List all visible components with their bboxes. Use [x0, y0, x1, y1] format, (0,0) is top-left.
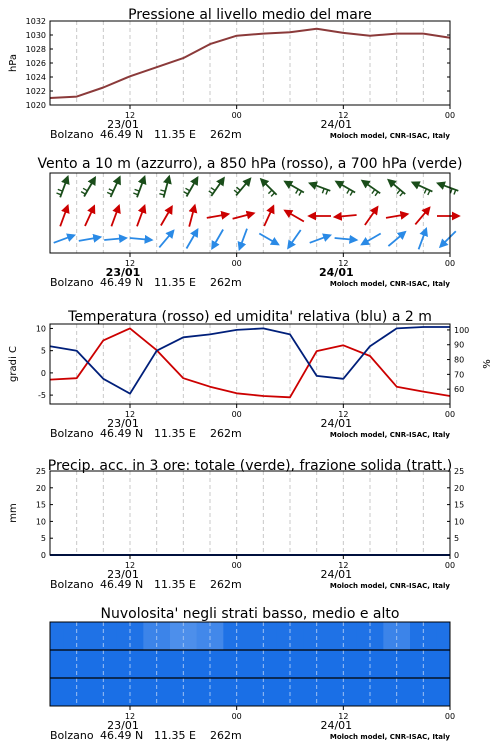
panel-frame-1	[50, 173, 450, 253]
wind-barb-tick	[454, 190, 456, 195]
wind-arrow	[137, 206, 145, 227]
time-tick-label: 00	[231, 259, 242, 268]
wind-barb-tick	[268, 190, 272, 194]
wind-barb-tick	[58, 189, 63, 191]
y-tick-label: 70	[454, 370, 465, 380]
panel-frame-2	[50, 324, 450, 404]
wind-barb-tick	[209, 191, 213, 194]
wind-arrow	[365, 207, 378, 225]
wind-arrow	[310, 235, 331, 243]
wind-barb-tick	[322, 189, 324, 194]
precipitation-panel	[8, 458, 464, 591]
station-lat: 46.49 N	[100, 578, 144, 591]
panel-frame-3	[50, 471, 450, 555]
y-tick-label: 1022	[25, 87, 46, 96]
wind-arrow	[412, 182, 432, 191]
wind-barb-tick	[159, 194, 164, 195]
y-tick-label: 0	[454, 551, 460, 560]
station-name: Bolzano	[50, 128, 94, 141]
date-label: 24/01	[320, 719, 353, 732]
station-name: Bolzano	[50, 276, 94, 289]
wind-arrow	[60, 206, 68, 227]
y-tick-label: 10	[35, 324, 46, 334]
y-tick-label: 1026	[25, 59, 46, 68]
y-axis-label: mm	[8, 503, 19, 523]
pressure-panel	[8, 7, 455, 141]
time-tick-label: 12	[124, 561, 136, 570]
time-tick-label: 12	[124, 410, 136, 419]
station-lon: 11.35 E	[154, 729, 196, 742]
chart-title: Precip. acc. in 3 ore: totale (verde), frazione solida (tratt.)	[47, 458, 453, 474]
date-label: 23/01	[107, 118, 139, 131]
station-name: Bolzano	[50, 427, 94, 440]
time-tick-label: 00	[231, 561, 242, 570]
y-tick-label: -5	[38, 391, 46, 401]
time-tick-label: 12	[338, 111, 349, 120]
station-elevation: 262m	[210, 578, 242, 591]
wind-barb-tick	[107, 192, 112, 194]
time-tick-label: 12	[338, 712, 349, 721]
wind-barb-tick	[184, 192, 188, 195]
time-tick-label: 12	[124, 259, 136, 268]
wind-arrow	[187, 230, 198, 249]
wind-arrow	[111, 206, 119, 227]
date-label: 23/01	[105, 266, 141, 279]
model-credit: Moloch model, CNR-ISAC, Italy	[329, 132, 450, 140]
cloud-cell	[50, 622, 63, 650]
time-tick-label: 12	[338, 259, 349, 268]
y-tick-label: 60	[454, 385, 465, 395]
chart-title: Temperatura (rosso) ed umidita' relativa (blu) a 2 m	[68, 309, 432, 325]
model-credit: Moloch model, CNR-ISAC, Italy	[329, 431, 450, 439]
wind-panel	[37, 156, 462, 289]
date-label: 23/01	[107, 719, 139, 732]
y-tick-label: 1024	[25, 73, 46, 82]
wind-barb-tick	[400, 192, 403, 196]
station-elevation: 262m	[210, 128, 242, 141]
chart-title: Nuvolosita' negli strati basso, medio e alto	[100, 606, 400, 622]
station-lon: 11.35 E	[154, 578, 196, 591]
wind-barb-tick	[133, 193, 138, 195]
wind-arrow	[79, 237, 101, 241]
y-axis-label: gradi C	[8, 346, 19, 382]
wind-barb-tick	[347, 189, 350, 193]
wind-arrow	[54, 235, 75, 243]
time-tick-label: 00	[444, 259, 456, 268]
time-tick-label: 12	[124, 712, 136, 721]
y-tick-label: 90	[454, 340, 465, 350]
chart-title: Pressione al livello medio del mare	[128, 7, 372, 23]
y-tick-label: 5	[454, 534, 460, 544]
wind-barb-tick	[428, 191, 430, 196]
station-elevation: 262m	[210, 427, 242, 440]
wind-arrow	[212, 230, 223, 249]
time-tick-label: 12	[338, 561, 349, 570]
y-tick-label: 100	[454, 325, 470, 335]
wind-barb-tick	[299, 191, 302, 195]
y-tick-label: 25	[454, 467, 465, 476]
wind-barb-tick	[296, 189, 299, 193]
wind-barb-tick	[375, 192, 378, 196]
wind-barb-tick	[397, 190, 400, 194]
wind-barb-tick	[234, 190, 238, 193]
model-credit: Moloch model, CNR-ISAC, Italy	[329, 582, 450, 590]
wind-arrow	[415, 208, 429, 225]
wind-arrow	[239, 229, 247, 250]
wind-arrow	[335, 215, 357, 217]
wind-barb-tick	[186, 188, 190, 191]
y-tick-label: 1030	[25, 31, 46, 40]
temperature-panel	[8, 309, 493, 440]
date-label: 24/01	[320, 118, 353, 131]
wind-arrow	[285, 211, 304, 222]
station-elevation: 262m	[210, 729, 242, 742]
wind-barb-tick	[81, 192, 85, 195]
station-lon: 11.35 E	[154, 128, 196, 141]
wind-barb-tick	[350, 191, 353, 195]
y-axis-label: hPa	[8, 53, 19, 73]
station-lat: 46.49 N	[100, 427, 144, 440]
wind-barb-tick	[83, 188, 87, 191]
time-tick-label: 00	[231, 410, 242, 419]
wind-arrow	[233, 213, 254, 219]
time-tick-label: 00	[444, 712, 456, 721]
y-tick-label: 20	[454, 483, 465, 493]
station-name: Bolzano	[50, 578, 94, 591]
wind-barb-tick	[271, 193, 275, 197]
cloud-cell	[437, 622, 450, 650]
wind-arrow	[159, 231, 173, 248]
wind-barb-tick	[57, 193, 62, 195]
wind-arrow	[111, 177, 120, 197]
time-tick-label: 00	[444, 410, 456, 419]
y-tick-label: 25	[35, 467, 46, 476]
date-label: 24/01	[320, 568, 353, 581]
y-tick-label: 80	[454, 355, 465, 365]
date-label: 24/01	[320, 417, 353, 430]
wind-arrow	[362, 234, 381, 245]
wind-arrow	[161, 207, 172, 226]
cloud-panel	[50, 606, 455, 742]
wind-arrow	[264, 206, 273, 226]
wind-arrow	[104, 238, 126, 240]
wind-barb-tick	[109, 189, 114, 191]
station-name: Bolzano	[50, 729, 94, 742]
y-tick-label: 1028	[25, 45, 46, 54]
y-tick-label: 0	[40, 368, 46, 378]
wind-barb-tick	[160, 190, 165, 191]
time-tick-label: 00	[444, 111, 456, 120]
y-axis-label-right: %	[482, 359, 493, 369]
model-credit: Moloch model, CNR-ISAC, Italy	[329, 280, 450, 288]
wind-arrow	[259, 234, 278, 245]
wind-arrow	[440, 231, 456, 247]
wind-barb-tick	[450, 189, 452, 194]
y-tick-label: 10	[454, 517, 465, 527]
y-tick-label: 5	[40, 534, 46, 544]
wind-arrow	[335, 238, 357, 240]
y-tick-label: 20	[35, 483, 46, 493]
wind-arrow	[85, 206, 94, 226]
y-tick-label: 15	[35, 500, 46, 510]
date-label: 23/01	[107, 568, 139, 581]
temperature-line	[50, 328, 450, 397]
y-tick-label: 10	[35, 517, 46, 527]
y-tick-label: 1032	[25, 17, 46, 26]
chart-title: Vento a 10 m (azzurro), a 850 hPa (rosso), a 700 hPa (verde)	[37, 156, 463, 172]
wind-barb-tick	[135, 189, 140, 191]
time-tick-label: 00	[444, 561, 456, 570]
pressure-line	[50, 29, 450, 98]
date-label: 23/01	[107, 417, 139, 430]
station-elevation: 262m	[210, 276, 242, 289]
time-tick-label: 12	[338, 410, 349, 419]
station-lat: 46.49 N	[100, 128, 144, 141]
station-lon: 11.35 E	[154, 276, 196, 289]
y-tick-label: 1020	[25, 101, 46, 110]
y-tick-label: 15	[454, 500, 465, 510]
time-tick-label: 00	[231, 111, 242, 120]
wind-arrow	[189, 205, 195, 226]
time-tick-label: 12	[124, 111, 136, 120]
wind-arrow	[419, 229, 427, 250]
y-tick-label: 5	[40, 346, 46, 356]
station-lat: 46.49 N	[100, 729, 144, 742]
date-label: 24/01	[319, 266, 354, 279]
time-tick-label: 00	[231, 712, 242, 721]
wind-barb-tick	[424, 189, 426, 194]
wind-barb-tick	[372, 190, 375, 194]
wind-barb-tick	[326, 190, 328, 195]
y-tick-label: 0	[40, 551, 46, 560]
model-credit: Moloch model, CNR-ISAC, Italy	[329, 733, 450, 741]
station-lat: 46.49 N	[100, 276, 144, 289]
wind-barb-tick	[211, 188, 215, 191]
station-lon: 11.35 E	[154, 427, 196, 440]
wind-arrow	[130, 238, 152, 240]
